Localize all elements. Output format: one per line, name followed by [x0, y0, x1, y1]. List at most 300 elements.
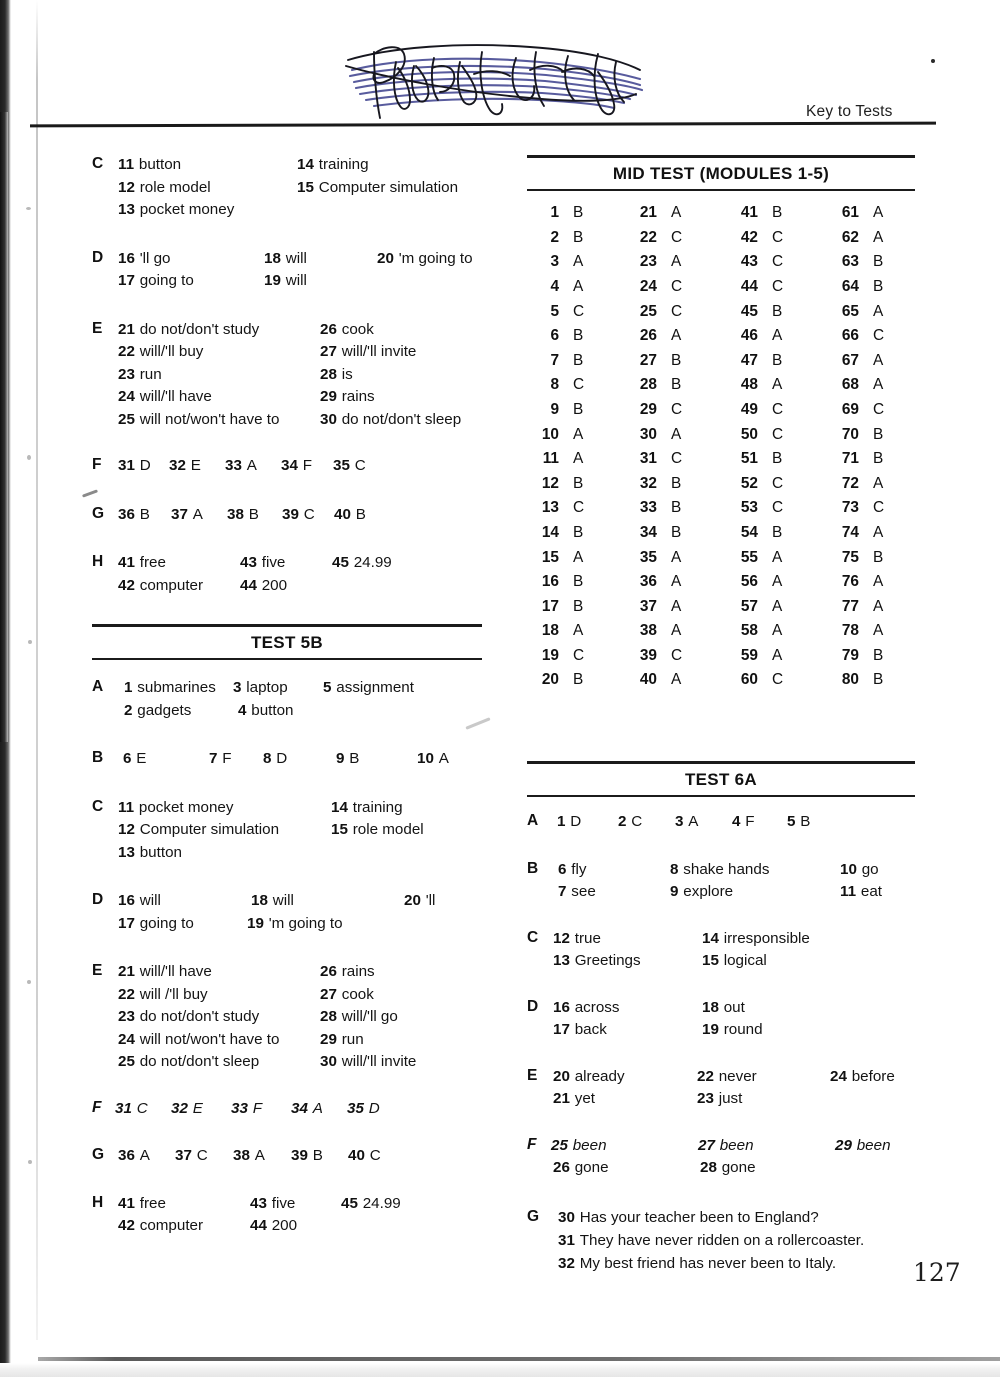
- grid-answer: 64 B: [841, 277, 884, 295]
- answer-item: 25 will not/won't have to: [118, 410, 280, 428]
- answer-item: 43 five: [240, 554, 286, 571]
- header-label: Key to Tests: [806, 103, 893, 120]
- answer-grid-column-2: [631, 203, 682, 695]
- grid-answer: 37 A: [639, 597, 682, 615]
- answer-item: 11 eat: [840, 883, 883, 901]
- answer-row: [92, 1099, 492, 1122]
- answer-row: [92, 271, 492, 294]
- grid-answer: 72 A: [841, 474, 884, 492]
- grid-answer: 67 A: [841, 351, 884, 369]
- mid-test-answer-grid: [527, 203, 925, 703]
- answer-row: [527, 1089, 925, 1112]
- grid-answer: 52 C: [740, 474, 784, 492]
- grid-answer: 49 C: [740, 400, 784, 418]
- grid-answer: 43 C: [740, 253, 784, 271]
- section-letter: G: [527, 1207, 540, 1225]
- answer-item: 38 B: [227, 505, 259, 523]
- answer-item: 41 free: [118, 1194, 166, 1212]
- page-number: 127: [913, 1258, 961, 1287]
- answer-item: 2 C: [618, 813, 643, 831]
- grid-answer: 9 B: [550, 400, 584, 418]
- answer-item: 7 see: [558, 883, 596, 901]
- answer-block-D: [92, 249, 492, 294]
- answer-item: 9 explore: [670, 883, 734, 901]
- grid-answer: 41 B: [740, 204, 783, 222]
- grid-answer: 31 C: [639, 450, 683, 468]
- grid-answer: 24 C: [639, 277, 683, 295]
- section-letter: B: [92, 749, 104, 767]
- grid-answer: 62 A: [841, 228, 884, 246]
- answer-item: 21 do not/don't study: [118, 320, 260, 338]
- answer-item: 24 will not/won't have to: [118, 1030, 280, 1048]
- answer-item: 15 Computer simulation: [297, 178, 459, 196]
- answer-item: 29 run: [320, 1030, 364, 1048]
- grid-answer: 48 A: [740, 376, 783, 394]
- answer-item: 24 will/'ll have: [118, 388, 212, 405]
- answer-item: 18 out: [702, 998, 745, 1016]
- answer-item: 13 Greetings: [553, 952, 641, 970]
- answer-item: 21 yet: [553, 1090, 595, 1108]
- answer-row: [527, 882, 925, 905]
- grid-answer: 22 C: [639, 228, 683, 246]
- grid-answer: 65 A: [841, 302, 884, 320]
- answer-item: 10 A: [417, 750, 449, 768]
- section-letter: C: [527, 928, 539, 946]
- answer-item: 20 already: [553, 1067, 625, 1085]
- answer-row: [92, 200, 492, 223]
- answer-item: 20 'm going to: [377, 249, 473, 267]
- grid-answer: 5 C: [550, 302, 585, 320]
- section-letter: F: [92, 1098, 102, 1116]
- grid-answer: 12 B: [541, 474, 584, 492]
- title-rule-bottom: [527, 189, 915, 192]
- section-letter: B: [527, 859, 539, 877]
- answer-row: [92, 1194, 492, 1217]
- answer-item: 22 will /'ll buy: [118, 985, 208, 1003]
- answer-item: 20 'll: [404, 892, 436, 910]
- grid-answer: 61 A: [841, 204, 884, 222]
- answer-item: 5 assignment: [323, 679, 414, 697]
- answer-row: [527, 812, 925, 835]
- answer-item: 30 do not/don't sleep: [320, 410, 462, 428]
- page-bottom-fade: [0, 1363, 1000, 1377]
- answer-item: 13 pocket money: [118, 201, 235, 218]
- answer-block-B: [92, 749, 492, 772]
- answer-item: 43 five: [250, 1194, 296, 1212]
- answer-item: 16 'll go: [118, 249, 171, 267]
- grid-answer: 55 A: [740, 548, 783, 566]
- answer-item: 4 F: [732, 813, 755, 831]
- answer-row: [92, 1146, 492, 1169]
- grid-answer: 4 A: [550, 277, 584, 295]
- grid-answer: 10 A: [541, 425, 584, 443]
- answer-block-6a-E: [527, 1067, 925, 1112]
- answer-item: 34 F: [281, 457, 313, 474]
- grid-answer: 50 C: [740, 425, 784, 443]
- answer-item: 33 F: [231, 1099, 263, 1117]
- grid-answer: 57 A: [740, 597, 783, 615]
- answ-item: 26 gone: [553, 1159, 609, 1177]
- left-column: [92, 155, 492, 1259]
- answer-row: [92, 798, 492, 821]
- grid-answer: 44 C: [740, 277, 784, 295]
- answer-item: 34 A: [291, 1099, 323, 1117]
- grid-answer: 34 B: [639, 523, 682, 541]
- answer-row: [92, 985, 492, 1008]
- answer-block-C: [92, 155, 492, 223]
- answer-item: 33 A: [225, 457, 257, 474]
- answer-row: [92, 749, 492, 772]
- answer-item: 12 Computer simulation: [118, 821, 280, 839]
- grid-answer: 29 C: [639, 400, 683, 418]
- answer-row: [92, 320, 492, 343]
- scan-binding-shadow-dark: [0, 112, 8, 742]
- answer-row: [527, 1231, 925, 1254]
- grid-answer: 1 B: [550, 204, 584, 222]
- grid-answer: 21 A: [639, 204, 682, 222]
- answer-row: [92, 387, 492, 410]
- grid-answer: 35 A: [639, 548, 682, 566]
- answer-item: 28 is: [320, 365, 353, 383]
- answer-block-H2: [92, 1194, 492, 1239]
- answer-item: 40 B: [334, 505, 366, 523]
- answer-row: [527, 1136, 925, 1159]
- answer-item: 13 button: [118, 843, 182, 861]
- test-6a-title-band: [527, 761, 915, 797]
- answer-row: [92, 1030, 492, 1053]
- answer-item: 6 E: [123, 750, 147, 768]
- section-letter: D: [92, 891, 104, 909]
- answer-row: [527, 1158, 925, 1181]
- section-letter: E: [92, 962, 103, 980]
- answer-item: 18 will: [264, 249, 307, 267]
- section-title: TEST 6A: [684, 769, 757, 789]
- answer-item: 8 shake hands: [670, 860, 770, 878]
- section-title: TEST 5B: [250, 632, 323, 652]
- answer-row: [92, 576, 492, 599]
- answer-item: 44 200: [250, 1217, 298, 1235]
- grid-answer: 71 B: [841, 450, 884, 468]
- scan-speck: [26, 207, 31, 210]
- mid-test-title-band: [527, 155, 915, 191]
- answer-item: 14 training: [331, 798, 403, 816]
- answer-item: 29 been: [835, 1136, 891, 1154]
- answer-block-6a-D: [527, 998, 925, 1043]
- grid-answer: 28 B: [639, 376, 682, 394]
- grid-answer: 66 C: [841, 327, 885, 345]
- answer-item: 11 pocket money: [118, 798, 234, 816]
- grid-answer: 69 C: [841, 400, 885, 418]
- answer-item: 18 will: [251, 892, 294, 910]
- answer-block-C2: [92, 798, 492, 866]
- answer-row: [527, 1208, 925, 1231]
- grid-answer: 11 A: [542, 450, 584, 468]
- grid-answer: 36 A: [639, 573, 682, 591]
- grid-answer: 27 B: [639, 351, 682, 369]
- answer-item: 14 irresponsible: [702, 929, 810, 947]
- grid-answer: 32 B: [639, 474, 682, 492]
- answer-item: 16 will: [118, 892, 161, 910]
- answer-row: [92, 155, 492, 178]
- answer-row: [92, 1052, 492, 1075]
- answer-item: 26 rains: [320, 963, 375, 981]
- answer-item: 39 B: [291, 1147, 323, 1165]
- answer-item: 16 across: [553, 998, 620, 1016]
- answer-item: 23 just: [697, 1090, 743, 1108]
- grid-answer: 39 C: [639, 646, 683, 664]
- grid-answer: 77 A: [841, 597, 884, 615]
- answer-block-H: [92, 553, 492, 598]
- section-letter: H: [92, 1193, 104, 1211]
- sentence-item: 32 My best friend has never been to Italy.: [558, 1254, 837, 1272]
- section-letter: E: [92, 319, 103, 337]
- sentence-item: 30 Has your teacher been to England?: [558, 1208, 819, 1226]
- answer-block-6a-A: [527, 812, 925, 835]
- answer-item: 29 rains: [320, 388, 375, 405]
- answer-item: 15 role model: [331, 821, 424, 839]
- grid-answer: 25 C: [639, 302, 683, 320]
- answer-row: [92, 843, 492, 866]
- answer-item: 22 will/'ll buy: [118, 343, 204, 360]
- grid-answer: 40 A: [639, 671, 682, 689]
- answer-row: [92, 410, 492, 433]
- answer-block-6a-B: [527, 860, 925, 905]
- answer-row: [527, 1020, 925, 1043]
- answer-block-6a-C: [527, 929, 925, 974]
- answer-row: [92, 820, 492, 843]
- scan-speck: [28, 640, 32, 644]
- grid-answer: 74 A: [841, 523, 884, 541]
- grid-answer: 45 B: [740, 302, 783, 320]
- grid-answer: 76 A: [841, 573, 884, 591]
- answer-grid-column-4: [833, 203, 884, 695]
- answer-row: [527, 951, 925, 974]
- grid-answer: 7 B: [550, 351, 584, 369]
- grid-answer: 3 A: [550, 253, 584, 271]
- answer-item: 17 going to: [118, 914, 194, 932]
- answer-item: 17 back: [553, 1021, 607, 1039]
- answer-item: 27 will/'ll invite: [320, 343, 417, 360]
- answer-item: 1 submarines: [124, 679, 216, 697]
- answer-block-6a-F: [527, 1136, 925, 1181]
- answer-item: 19 round: [702, 1021, 763, 1039]
- answer-item: 23 run: [118, 365, 162, 383]
- answer-item: 11 button: [118, 156, 182, 173]
- answer-row: [92, 505, 492, 528]
- grid-answer: 70 B: [841, 425, 884, 443]
- answer-item: 23 do not/don't study: [118, 1008, 260, 1026]
- grid-answer: 47 B: [740, 351, 783, 369]
- answer-item: 3 A: [675, 813, 699, 831]
- answer-item: 42 computer: [118, 576, 204, 594]
- title-rule-bottom: [92, 658, 482, 661]
- answer-block-D2: [92, 891, 492, 936]
- section-letter: G: [92, 504, 105, 522]
- grid-answer: 19 C: [541, 646, 585, 664]
- answer-block-E: [92, 320, 492, 433]
- answer-row: [92, 1007, 492, 1030]
- answer-row: [92, 342, 492, 365]
- answer-item: 31 C: [115, 1099, 148, 1117]
- grid-answer: 51 B: [740, 450, 783, 468]
- answer-item: 25 been: [551, 1136, 607, 1154]
- grid-answer: 46 A: [740, 327, 783, 345]
- grid-answer: 14 B: [541, 523, 584, 541]
- right-column: [527, 155, 925, 1297]
- grid-answer: 6 B: [550, 327, 584, 345]
- section-letter: D: [92, 248, 104, 266]
- answer-item: 8 D: [263, 750, 288, 768]
- grid-answer: 15 A: [541, 548, 584, 566]
- answer-item: 26 cook: [320, 320, 374, 338]
- answer-row: [92, 178, 492, 201]
- grid-answer: 60 C: [740, 671, 784, 689]
- grid-answer: 42 C: [740, 228, 784, 246]
- answer-block-6a-G: [527, 1208, 925, 1277]
- section-letter: C: [92, 797, 104, 815]
- grid-answer: 8 C: [550, 376, 585, 394]
- answer-item: 4 button: [238, 701, 294, 719]
- answer-row: [92, 962, 492, 985]
- grid-answer: 17 B: [541, 597, 584, 615]
- answer-block-F: [92, 456, 492, 479]
- answer-item: 39 C: [282, 505, 315, 523]
- answer-item: 44 200: [240, 576, 288, 594]
- answer-item: 32 E: [171, 1099, 203, 1117]
- answer-item: 14 training: [297, 156, 369, 173]
- answer-item: 38 A: [233, 1147, 265, 1165]
- answer-item: 45 24.99: [332, 554, 392, 571]
- grid-answer: 73 C: [841, 499, 885, 517]
- section-letter: A: [92, 678, 104, 696]
- grid-answer: 18 A: [541, 622, 584, 640]
- answer-row: [92, 249, 492, 272]
- answer-row: [527, 929, 925, 952]
- grid-answer: 2 B: [550, 228, 584, 246]
- answer-row: [92, 456, 492, 479]
- grid-answer: 13 C: [541, 499, 585, 517]
- answer-item: 24 before: [830, 1067, 895, 1085]
- answer-block-F2: [92, 1099, 492, 1122]
- grid-answer: 68 A: [841, 376, 884, 394]
- answer-item: 25 do not/don't sleep: [118, 1053, 260, 1071]
- answer-item: 37 A: [171, 505, 203, 523]
- section-letter: D: [527, 997, 539, 1015]
- answer-row: [527, 998, 925, 1021]
- test-5b-title-band: [92, 624, 482, 660]
- answer-row: [92, 701, 492, 724]
- answer-block-G: [92, 505, 492, 528]
- scan-speck: [27, 980, 31, 984]
- answer-row: [92, 914, 492, 937]
- answer-item: 27 been: [698, 1136, 754, 1154]
- answer-item: 42 computer: [118, 1217, 204, 1235]
- answer-row: [527, 1254, 925, 1277]
- answer-item: 5 B: [787, 813, 811, 831]
- title-rule-bottom: [527, 795, 915, 798]
- grid-answer: 30 A: [639, 425, 682, 443]
- grid-answer: 63 B: [841, 253, 884, 271]
- answer-item: 41 free: [118, 554, 166, 571]
- page-edge-line: [36, 0, 38, 1340]
- continued-test-section: [92, 155, 492, 598]
- section-letter: A: [527, 812, 539, 830]
- answer-item: 6 fly: [558, 860, 587, 878]
- section-title: MID TEST (MODULES 1-5): [612, 163, 830, 183]
- answer-item: 1 D: [557, 813, 582, 831]
- answer-item: 28 gone: [700, 1159, 756, 1177]
- grid-answer: 79 B: [841, 646, 884, 664]
- handwritten-signature: [340, 22, 660, 127]
- page-bottom-edge: [38, 1357, 1000, 1361]
- section-letter: F: [92, 456, 102, 473]
- section-letter: H: [92, 553, 104, 570]
- section-letter: C: [92, 155, 104, 172]
- answer-item: 28 will/'ll go: [320, 1008, 398, 1026]
- mid-test-section: [527, 155, 925, 703]
- answer-item: 35 D: [347, 1099, 380, 1117]
- section-letter: G: [92, 1146, 105, 1164]
- sentence-item: 31 They have never ridden on a rollercoaster.: [558, 1231, 865, 1249]
- section-letter: F: [527, 1135, 537, 1153]
- answer-item: 36 B: [118, 505, 150, 523]
- answer-block-A: [92, 678, 492, 723]
- grid-answer: 26 A: [639, 327, 682, 345]
- grid-answer: 16 B: [541, 573, 584, 591]
- grid-answer: 20 B: [541, 671, 584, 689]
- answer-item: 10 go: [840, 860, 879, 878]
- grid-answer: 54 B: [740, 523, 783, 541]
- answer-block-G2: [92, 1146, 492, 1169]
- answer-item: 36 A: [118, 1147, 150, 1165]
- answer-item: 7 F: [209, 750, 232, 768]
- answer-row: [92, 365, 492, 388]
- answer-item: 35 C: [333, 457, 366, 474]
- answer-grid-column-3: [732, 203, 783, 695]
- scan-speck: [27, 455, 31, 460]
- answer-item: 21 will/'ll have: [118, 963, 212, 981]
- scan-speck: [931, 59, 935, 63]
- scan-speck: [28, 1160, 32, 1164]
- grid-answer: 78 A: [841, 622, 884, 640]
- answer-row: [527, 1067, 925, 1090]
- answer-item: 32 E: [169, 457, 201, 474]
- answer-row: [92, 553, 492, 576]
- grid-answer: 80 B: [841, 671, 884, 689]
- answer-row: [92, 1216, 492, 1239]
- answer-item: 9 B: [336, 750, 360, 768]
- grid-answer: 58 A: [740, 622, 783, 640]
- grid-answer: 53 C: [740, 499, 784, 517]
- answer-item: 3 laptop: [233, 679, 288, 697]
- grid-answer: 75 B: [841, 548, 884, 566]
- test-5b-section: [92, 624, 492, 1239]
- answer-item: 22 never: [697, 1067, 757, 1085]
- answer-item: 15 logical: [702, 952, 767, 970]
- answer-row: [92, 891, 492, 914]
- answer-item: 37 C: [175, 1147, 208, 1165]
- answer-item: 12 role model: [118, 178, 211, 196]
- answer-item: 30 will/'ll invite: [320, 1053, 417, 1071]
- answer-item: 19 will: [264, 272, 307, 289]
- section-letter: E: [527, 1066, 538, 1084]
- answer-grid-column-1: [533, 203, 584, 695]
- grid-answer: 23 A: [639, 253, 682, 271]
- grid-answer: 56 A: [740, 573, 783, 591]
- answer-block-E2: [92, 962, 492, 1075]
- answer-item: 12 true: [553, 929, 601, 947]
- answer-item: 17 going to: [118, 272, 194, 289]
